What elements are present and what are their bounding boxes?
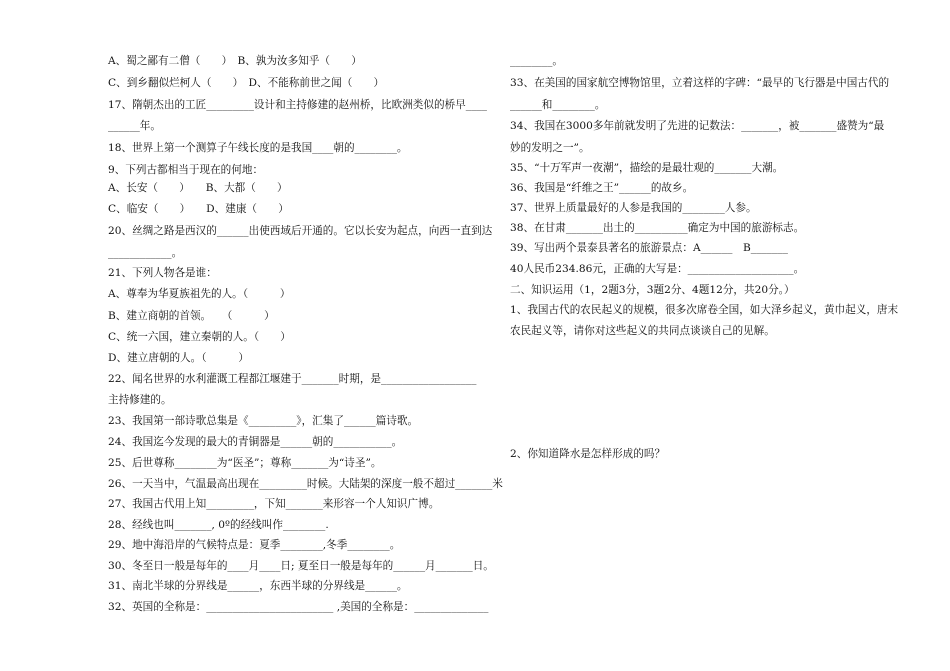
question-line: 9、下列古都相当于现在的何地： [108, 164, 264, 176]
question-line: 妙的发明之一”。 [510, 142, 590, 154]
question-line: C、统一六国，建立秦朝的人。（ ） [108, 331, 291, 343]
question-line: D、建立唐朝的人。（ ） [108, 352, 249, 364]
question-line: B、建立商朝的首领。 （ ） [108, 310, 275, 322]
question-line: 30、冬至日一般是每年的____月____日; 夏至日一般是每年的______月_______日。 [108, 560, 494, 572]
question-line: 23、我国第一部诗歌总集是《_________》，汇集了______篇诗歌。 [108, 415, 419, 427]
question-line: 26、一天当中，气温最高出现在_________时候。大陆架的深度一般不超过_______米 [108, 478, 503, 490]
section-heading: 二、知识运用（1，2题3分，3题2分、4题12分，共20分。） [510, 284, 795, 296]
question-line: 32、英国的全称是：________________________ ,美国的全称是：______________ [108, 601, 489, 613]
question-line: 38、在甘肃_______出土的__________确定为中国的旅游标志。 [510, 222, 805, 234]
question-line: 24、我国迄今发现的最大的青铜器是______朝的___________。 [108, 436, 403, 448]
question-line: 29、地中海沿岸的气候特点是：夏季________,冬季________。 [108, 539, 401, 551]
question-line: 37、世界上质量最好的人参是我国的________人参。 [510, 202, 757, 214]
question-line: ______年。 [108, 120, 161, 132]
question-line: 1、我国古代的农民起义的规模，很多次席卷全国，如大泽乡起义，黄巾起义，唐末 [510, 304, 899, 316]
question-line: 40人民币234.86元，正确的大写是：____________________。 [510, 263, 805, 275]
question-line: 28、经线也叫_______, 0º的经线叫作________. [108, 519, 329, 531]
question-line: ______和________。 [510, 99, 606, 111]
question-line: C、到乡翻似烂柯人（ ） D、不能称前世之闻（ ） [108, 77, 385, 89]
question-line: 39、写出两个景泰县著名的旅游景点：A______ B_______ [510, 242, 788, 254]
question-line: 农民起义等，请你对这些起义的共同点谈谈自己的见解。 [510, 325, 775, 337]
question-line: 27、我国古代用上知_________，下知_______来形容一个人知识广博。 [108, 498, 440, 510]
question-line: C、临安（ ） D、建康（ ） [108, 203, 289, 215]
question-line: 21、下列人物各是谁： [108, 267, 217, 279]
question-line: A、尊奉为华夏族祖先的人。（ ） [108, 288, 291, 300]
question-line: 22、闻名世界的水利灌溉工程都江堰建于_______时期，是__________________ [108, 373, 477, 385]
question-line: 20、丝绸之路是西汉的______出使西域后开通的。它以长安为起点，向西一直到达 [108, 225, 493, 237]
question-line: 33、在美国的国家航空博物馆里，立着这样的字碑：“最早的飞行器是中国古代的 [510, 77, 890, 89]
question-line: 18、世界上第一个测算子午线长度的是我国____朝的________。 [108, 142, 408, 154]
question-line: A、蜀之鄙有二僧（ ） B、孰为汝多知乎（ ） [108, 55, 362, 67]
question-line: A、长安（ ） B、大都（ ） [108, 182, 288, 194]
question-line: 36、我国是“纤维之王”______的故乡。 [510, 182, 694, 194]
question-line: 35、“十万军声一夜潮”，描绘的是最壮观的_______大潮。 [510, 162, 784, 174]
question-line: 17、隋朝杰出的工匠_________设计和主持修建的赵州桥，比欧洲类似的桥早____ [108, 99, 487, 111]
question-line: 34、我国在3000多年前就发明了先进的记数法：_______，被_______盛赞为“最 [510, 120, 885, 132]
question-line: 主持修建的。 [108, 394, 172, 406]
question-line: 2、你知道降水是怎样形成的吗？ [510, 448, 666, 460]
question-line: 25、后世尊称________为“医圣”；尊称_______为“诗圣”。 [108, 457, 382, 469]
question-line: 31、南北半球的分界线是______，东西半球的分界线是______。 [108, 580, 408, 592]
question-line: ________。 [510, 55, 563, 67]
question-line: ____________。 [108, 247, 183, 259]
